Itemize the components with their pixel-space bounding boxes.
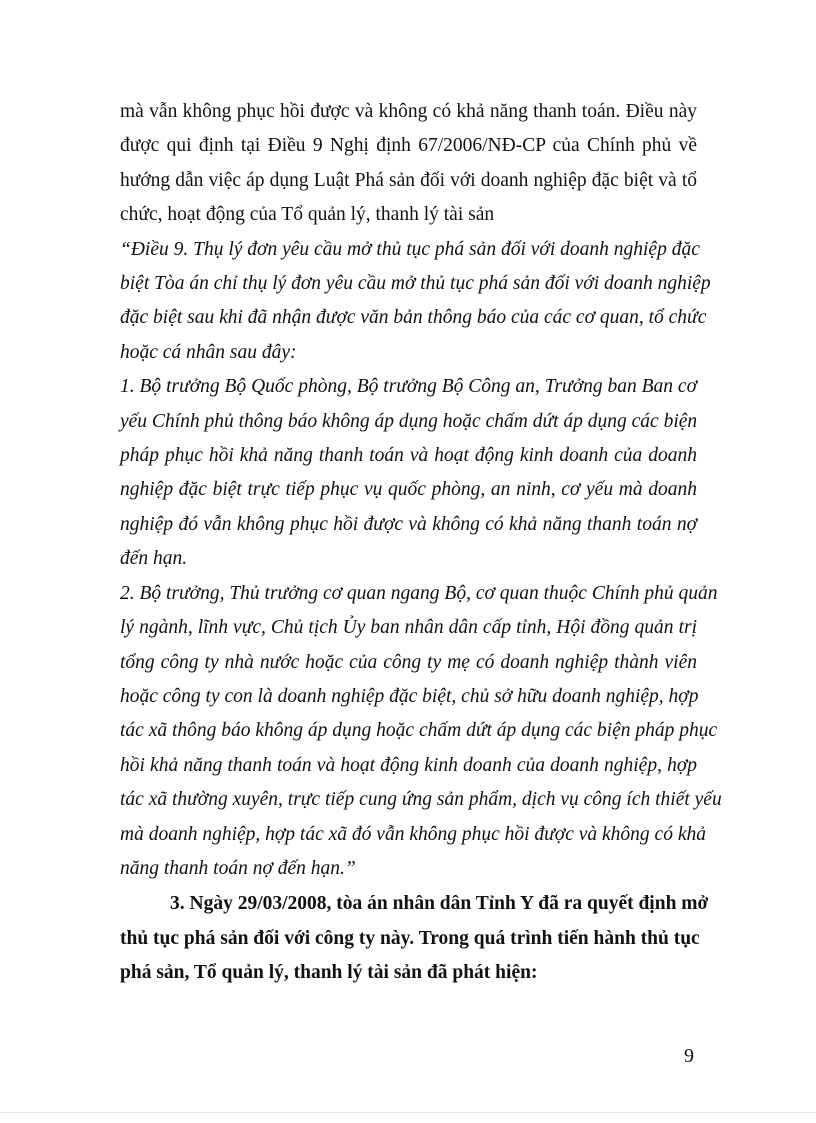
quote-line: hoặc cá nhân sau đây: [120, 341, 297, 363]
intro-line: hướng dẫn việc áp dụng Luật Phá sản đối với doanh nghiệp đặc biệt và tổ [120, 169, 697, 191]
section3-line: 3. Ngày 29/03/2008, tòa án nhân dân Tỉnh Y đã ra quyết định mở [170, 893, 709, 915]
page-bottom-edge [0, 1112, 816, 1113]
item1-line: nghiệp đặc biệt trực tiếp phục vụ quốc phòng, an ninh, cơ yếu mà doanh [120, 479, 697, 501]
item1-line: pháp phục hồi khả năng thanh toán và hoạt động kinh doanh của doanh [120, 445, 697, 467]
intro-paragraph [120, 95, 697, 233]
quote-heading-paragraph [120, 233, 711, 371]
item2-line: tác xã thông báo không áp dụng hoặc chấm dứt áp dụng các biện pháp phục [120, 720, 718, 742]
intro-line: mà vẫn không phục hồi được và không có khả năng thanh toán. Điều này [120, 101, 697, 122]
item2-line: mà doanh nghiệp, hợp tác xã đó vẫn không phục hồi được và không có khả [120, 823, 706, 845]
quote-line: đặc biệt sau khi đã nhận được văn bản thông báo của các cơ quan, tổ chức [120, 307, 707, 329]
page-number: 9 [684, 1045, 694, 1067]
quote-item-2 [120, 577, 722, 887]
item2-line: hoặc công ty con là doanh nghiệp đặc biệt, chủ sở hữu doanh nghiệp, hợp [120, 685, 699, 707]
section-3-paragraph [120, 887, 709, 990]
item2-line: lý ngành, lĩnh vực, Chủ tịch Ủy ban nhân dân cấp tỉnh, Hội đồng quản trị [120, 617, 697, 639]
quote-line: biệt Tòa án chỉ thụ lý đơn yêu cầu mở thủ tục phá sản đối với doanh nghiệp [120, 273, 711, 295]
quote-line: “Điều 9. Thụ lý đơn yêu cầu mở thủ tục phá sản đối với doanh nghiệp đặc [120, 238, 700, 260]
item2-line: năng thanh toán nợ đến hạn.” [120, 857, 356, 879]
item2-line: tổng công ty nhà nước hoặc của công ty mẹ có doanh nghiệp thành viên [120, 651, 697, 673]
intro-line: được qui định tại Điều 9 Nghị định 67/2006/NĐ-CP của Chính phủ về [120, 135, 697, 157]
item2-line: hồi khả năng thanh toán và hoạt động kinh doanh của doanh nghiệp, hợp [120, 754, 697, 776]
item2-line: tác xã thường xuyên, trực tiếp cung ứng sản phẩm, dịch vụ công ích thiết yếu [120, 789, 722, 811]
section3-line: phá sản, Tổ quản lý, thanh lý tài sản đã phát hiện: [120, 962, 538, 984]
intro-line: chức, hoạt động của Tổ quản lý, thanh lý tài sản [120, 204, 495, 226]
item1-line: 1. Bộ trưởng Bộ Quốc phòng, Bộ trưởng Bộ Công an, Trưởng ban Ban cơ [120, 376, 697, 398]
document-body [120, 95, 722, 991]
section3-line: thủ tục phá sản đối với công ty này. Trong quá trình tiến hành thủ tục [120, 927, 700, 949]
item1-line: yếu Chính phủ thông báo không áp dụng hoặc chấm dứt áp dụng các biện [120, 410, 698, 432]
item1-line: nghiệp đó vẫn không phục hồi được và không có khả năng thanh toán nợ [120, 513, 697, 535]
item2-line: 2. Bộ trưởng, Thủ trưởng cơ quan ngang Bộ, cơ quan thuộc Chính phủ quản [120, 582, 718, 604]
quote-item-1 [120, 370, 697, 576]
item1-line: đến hạn. [120, 548, 188, 570]
